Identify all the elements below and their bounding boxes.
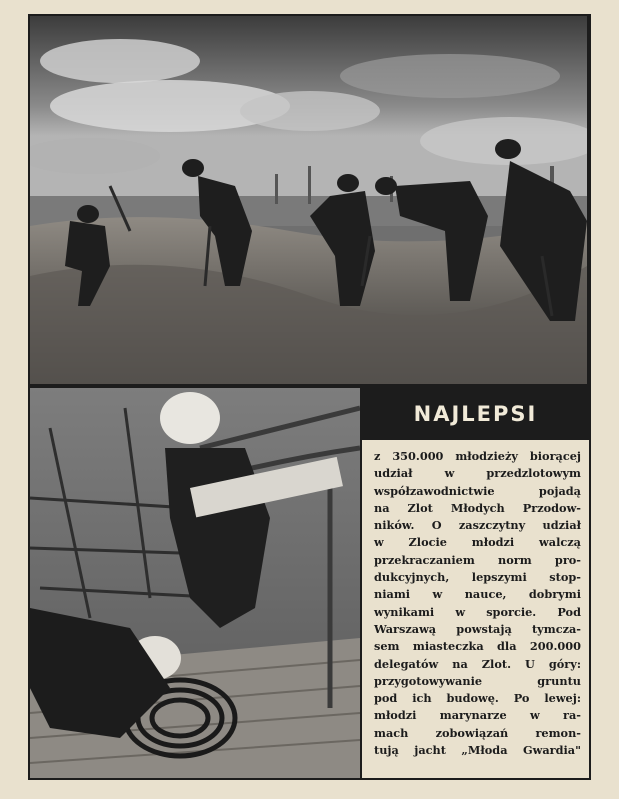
article-line: na Zlot Młodych Przodow- — [374, 500, 581, 515]
top-photo — [30, 16, 587, 384]
article-line: mach zobowiązań remon- — [374, 725, 581, 740]
article-line: w Zlocie młodzi walczą — [374, 535, 581, 550]
article-line: niami w nauce, dobrymi — [374, 587, 581, 602]
text-column — [362, 388, 589, 778]
article-line: współzawodnictwie pojadą — [374, 483, 581, 498]
article-line: młodzi marynarze w ra- — [374, 708, 581, 723]
article-line: z 350.000 młodzieży biorącej — [374, 449, 581, 463]
article-line: udział w przedzlotowym — [374, 466, 581, 481]
article-line: dukcyjnych, lepszymi stop- — [374, 570, 581, 585]
article-line: przekraczaniem norm pro- — [374, 552, 581, 567]
article-line: wynikami w sporcie. Pod — [374, 604, 581, 619]
heading-band — [362, 388, 589, 440]
article-line: ników. O zaszczytny udział — [374, 518, 581, 533]
article-line: sem miasteczka dla 200.000 — [374, 639, 581, 654]
article-line: delegatów na Zlot. U góry: — [374, 656, 581, 671]
article-line: tują jacht „Młoda Gwardia" — [374, 743, 581, 758]
article-line: przygotowywanie gruntu — [374, 673, 581, 688]
article-heading: NAJLEPSI — [413, 402, 538, 426]
article-line: pod ich budowę. Po lewej: — [374, 691, 581, 706]
left-photo — [30, 388, 360, 778]
article-line: Warszawą powstają tymcza- — [374, 621, 581, 636]
article-body — [374, 448, 581, 759]
